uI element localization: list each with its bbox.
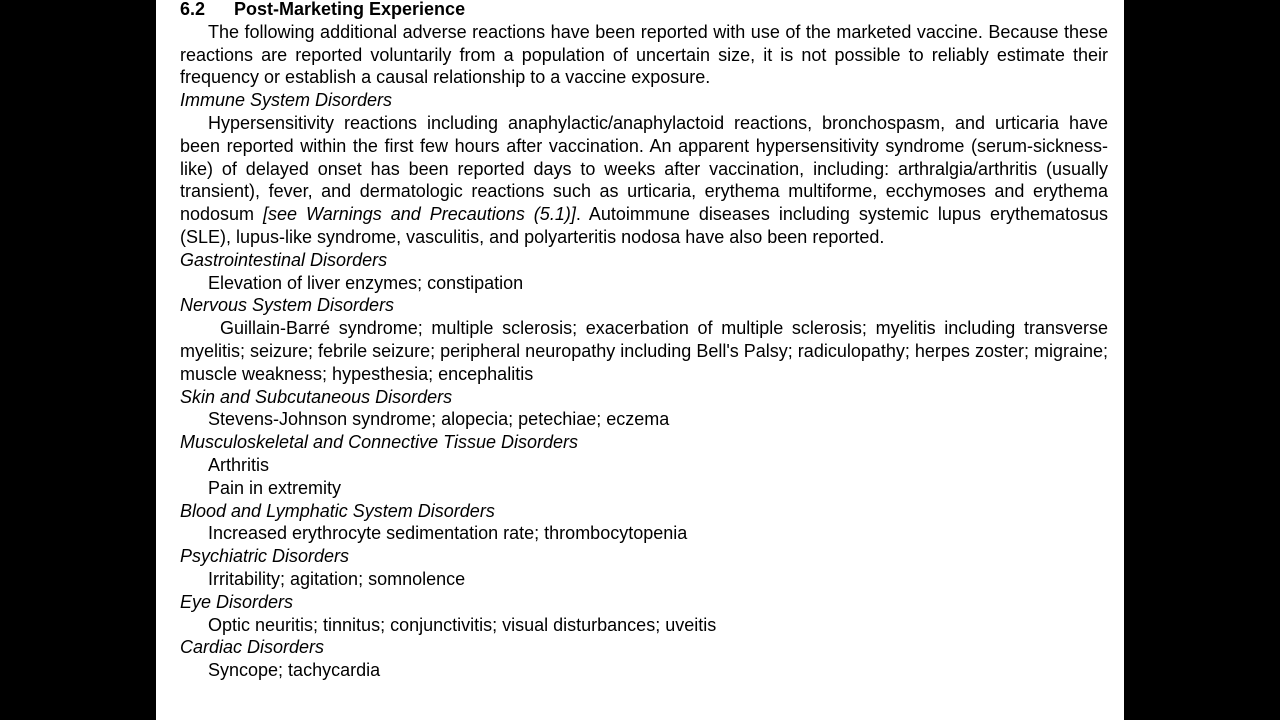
section-heading xyxy=(180,0,1108,21)
document-page xyxy=(156,0,1124,720)
immune-paragraph xyxy=(180,112,1108,249)
gastro-item: Elevation of liver enzymes; constipation xyxy=(208,272,524,293)
section-title: Post-Marketing Experience xyxy=(234,0,466,19)
category-immune: Immune System Disorders xyxy=(180,90,393,111)
category-psychiatric: Psychiatric Disorders xyxy=(180,546,350,567)
document-content xyxy=(180,0,1108,682)
category-gastrointestinal: Gastrointestinal Disorders xyxy=(180,249,388,270)
category-cardiac: Cardiac Disorders xyxy=(180,637,325,658)
nervous-item: Guillain-Barré syndrome; multiple sclerosis; exacerbation of multiple sclerosis; myelitis including transverse myelitis; seizure; febrile seizure; peripheral neuropathy including Bell's Palsy; radiculopathy; herpes zoster; migraine; muscle weakness; hypesthesia; encephalitis xyxy=(180,318,1108,384)
section-number: 6.2 xyxy=(180,0,206,19)
blood-item: Increased erythrocyte sedimentation rate; thrombocytopenia xyxy=(208,523,688,544)
category-blood: Blood and Lymphatic System Disorders xyxy=(180,500,495,521)
eye-item: Optic neuritis; tinnitus; conjunctivitis; visual disturbances; uveitis xyxy=(208,614,717,635)
category-eye: Eye Disorders xyxy=(180,591,294,612)
category-skin: Skin and Subcutaneous Disorders xyxy=(180,386,453,407)
immune-text-b: . Autoimmune diseases including systemic lupus erythematosus (SLE), lupus-like syndrome, vasculitis, and polyarteritis nodosa have also been reported. xyxy=(180,204,1108,247)
musculo-item: Pain in extremity xyxy=(208,477,342,498)
intro-paragraph: The following additional adverse reactions have been reported with use of the marketed vaccine. Because these reactions are reported voluntarily from a population of uncertain size, it is not possible to reliably estimate their frequency or establish a causal relationship to a vaccine exposure. xyxy=(180,21,1108,88)
category-musculoskeletal: Musculoskeletal and Connective Tissue Disorders xyxy=(180,432,579,453)
immune-text-a: Hypersensitivity reactions including anaphylactic/anaphylactoid reactions, bronchospasm, and urticaria have been reported within the first few hours after vaccination. An apparent hypersensitivity syndrome (serum-sickness-like) of delayed onset has been reported days to weeks after vaccination, including: arthralgia/arthritis (usually transient), fever, and dermatologic reactions such as urticaria, erythema multiforme, ecchymoses and erythema nodosum xyxy=(180,112,1108,225)
cardiac-item: Syncope; tachycardia xyxy=(208,660,381,681)
immune-reference: [see Warnings and Precautions (5.1)] xyxy=(263,204,576,225)
psych-item: Irritability; agitation; somnolence xyxy=(208,568,466,589)
skin-item: Stevens-Johnson syndrome; alopecia; petechiae; eczema xyxy=(208,409,670,430)
musculo-item: Arthritis xyxy=(208,454,270,475)
category-nervous: Nervous System Disorders xyxy=(180,295,395,316)
